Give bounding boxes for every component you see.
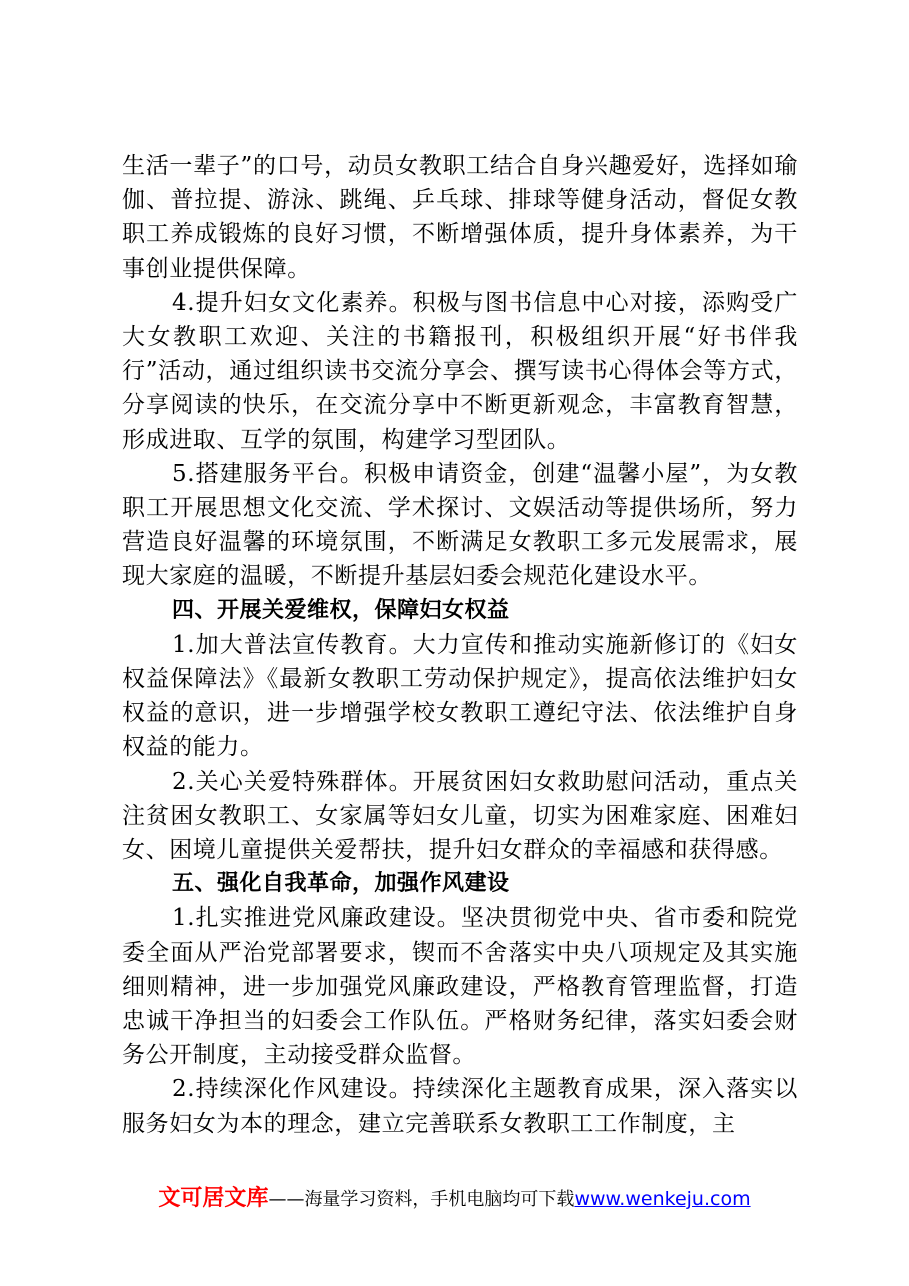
section-heading-four: 四、开展关爱维权，保障妇女权益 (172, 597, 510, 623)
paragraph-special-groups: 2.关心关爱特殊群体。开展贫困妇女救助慰问活动，重点关注贫困女教职工、女家属等妇女儿童，切实为困难家庭、困难妇女、困境儿童提供关爱帮扶，提升妇女群众的幸福感和获得感。 (122, 768, 798, 864)
footer-brand: 文可居文库 (158, 1186, 269, 1211)
paragraph-work-style: 2.持续深化作风建设。持续深化主题教育成果，深入落实以服务妇女为本的理念，建立完善联系女教职工工作制度，主 (122, 1076, 798, 1137)
paragraph-legal-education: 1.加大普法宣传教育。大力宣传和推动实施新修订的《妇女权益保障法》《最新女教职工劳动保护规定》，提高依法维护妇女权益的意识，进一步增强学校女教职工遵纪守法、依法维护自身权益的能力。 (122, 631, 798, 761)
paragraph-culture: 4.提升妇女文化素养。积极与图书信息中心对接，添购受广大女教职工欢迎、关注的书籍报刊，积极组织开展“好书伴我行”活动，通过组织读书交流分享会、撰写读书心得体会等方式，分享阅读的快乐，在交流分享中不断更新观念，丰富教育智慧，形成进取、互学的氛围，构建学习型团队。 (122, 289, 798, 453)
footer-url-link[interactable]: www.wenkeju.com (574, 1188, 751, 1210)
paragraph-fitness-continued: 生活一辈子”的口号，动员女教职工结合自身兴趣爱好，选择如瑜伽、普拉提、游泳、跳绳、乒乓球、排球等健身活动，督促女教职工养成锻炼的良好习惯，不断增强体质，提升身体素养，为干事创业提供保障。 (122, 153, 798, 282)
paragraph-integrity: 1.扎实推进党风廉政建设。坚决贯彻党中央、省市委和院党委全面从严治党部署要求，锲而不舍落实中央八项规定及其实施细则精神，进一步加强党风廉政建设，严格教育管理监督，打造忠诚干净担当的妇委会工作队伍。严格财务纪律，落实妇委会财务公开制度，主动接受群众监督。 (122, 905, 798, 1069)
paragraph-service-platform: 5.搭建服务平台。积极申请资金，创建“温馨小屋”，为女教职工开展思想文化交流、学术探讨、文娱活动等提供场所，努力营造良好温馨的环境氛围，不断满足女教职工多元发展需求，展现大家庭的温暖，不断提升基层妇委会规范化建设水平。 (122, 460, 798, 590)
section-heading-five: 五、强化自我革命，加强作风建设 (172, 871, 510, 897)
footer-banner (0, 1181, 909, 1212)
footer-tagline: ——海量学习资料，手机电脑均可下载 (268, 1189, 575, 1210)
document-body (122, 149, 798, 1141)
